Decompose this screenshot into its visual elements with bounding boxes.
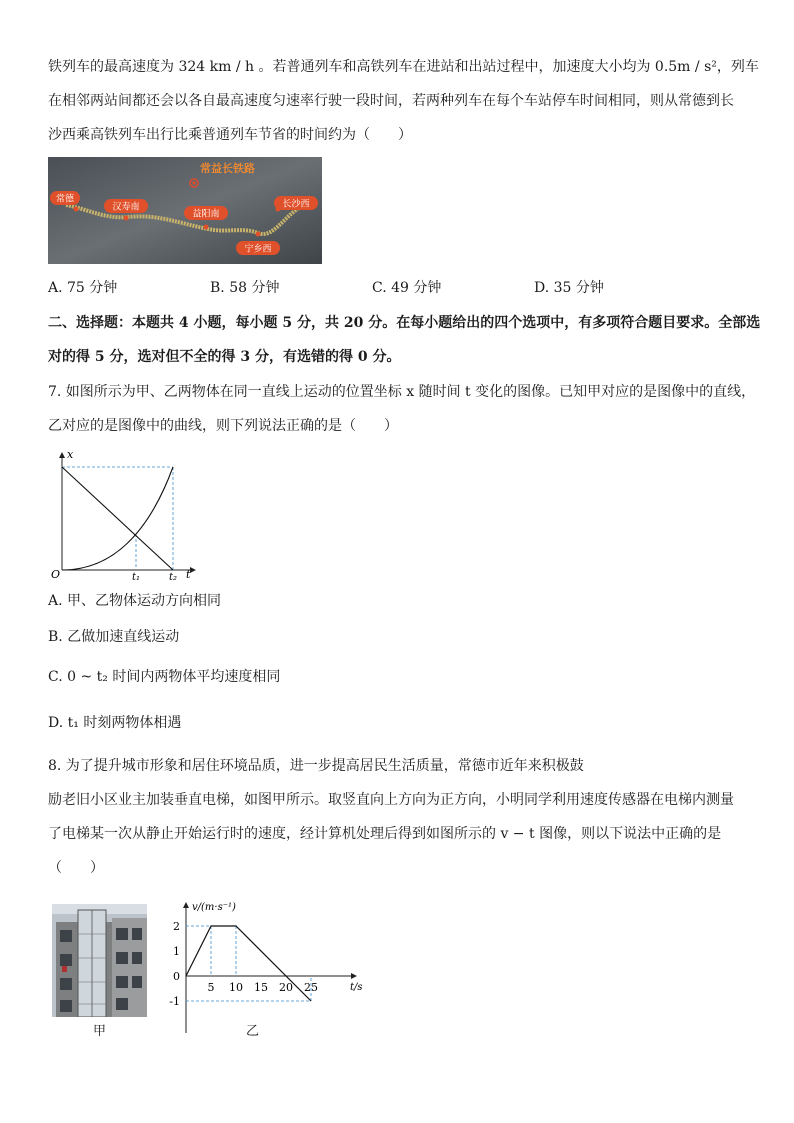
y-tick-label: 1 [173, 945, 180, 958]
station-yiyangnan: 益阳南 [192, 209, 220, 220]
x-tick-label: 15 [254, 981, 268, 994]
station-ningxiangxi: 宁乡西 [244, 244, 272, 255]
q7-line-1: 7. 如图所示为甲、乙两物体在同一直线上运动的位置坐标 x 随时间 t 变化的图像。已知甲对应的是图像中的直线， [48, 384, 756, 400]
q7-option-b[interactable]: B. 乙做加速直线运动 [48, 629, 180, 645]
q6-option-c[interactable]: C. 49 分钟 [372, 280, 442, 296]
q8-line-1: 8. 为了提升城市形象和居住环境品质，进一步提高居民生活质量，常德市近年来积极鼓 [48, 758, 584, 774]
q6-line-1: 铁列车的最高速度为 324 km / h 。若普通列车和高铁列车在进站和出站过程中，加速度大小均为 0.5m / s²，列车 [48, 59, 759, 75]
t1-label: t₁ [132, 572, 141, 583]
graph-caption: 乙 [246, 1024, 260, 1039]
y-tick-label: 2 [173, 920, 180, 933]
photo-caption: 甲 [93, 1024, 107, 1039]
route-title: 常益长铁路 [200, 162, 255, 175]
section2-header-line-1: 二、选择题：本题共 4 小题，每小题 5 分，共 20 分。在每小题给出的四个选项中，有多项符合题目要求。全部选 [48, 315, 761, 331]
q6-line-2: 在相邻两站间都还会以各自最高速度匀速率行驶一段时间，若两种列车在每个车站停车时间相同，则从常德到长 [48, 93, 734, 109]
q8-line-2: 励老旧小区业主加装垂直电梯，如图甲所示。取竖直向上方向为正方向，小明同学利用速度传感器在电梯内测量 [48, 792, 734, 808]
t2-label: t₂ [169, 572, 178, 583]
x-tick-label: 5 [207, 981, 215, 994]
y-tick-label: 0 [173, 970, 180, 983]
station-changshaxi: 长沙西 [282, 199, 310, 210]
x-axis-label: x [67, 448, 74, 461]
q6-option-d[interactable]: D. 35 分钟 [534, 280, 604, 296]
elevator-photo [52, 904, 147, 1017]
q6-option-b[interactable]: B. 58 分钟 [210, 280, 280, 296]
section2-header-line-2: 对的得 5 分，选对但不全的得 3 分，有选错的得 0 分。 [48, 349, 401, 365]
x-tick-label: 10 [229, 981, 243, 994]
station-hanshounan: 汉寿南 [112, 202, 140, 213]
q7-line-2: 乙对应的是图像中的曲线，则下列说法正确的是（ ） [48, 418, 398, 434]
q8-line-3: 了电梯某一次从静止开始运行时的速度，经计算机处理后得到如图所示的 v − t 图像，则以下说法中正确的是 [48, 826, 722, 842]
t-axis-label-vt: t/s [350, 982, 363, 993]
q7-option-d[interactable]: D. t₁ 时刻两物体相遇 [48, 715, 182, 731]
q7-option-a[interactable]: A. 甲、乙物体运动方向相同 [48, 593, 222, 609]
origin-label: O [51, 568, 61, 581]
t-axis-label: t [186, 568, 191, 581]
q6-line-3: 沙西乘高铁列车出行比乘普通列车节省的时间约为（ ） [48, 127, 412, 143]
railway-map [48, 157, 322, 264]
q7-option-c[interactable]: C. 0 ~ t₂ 时间内两物体平均速度相同 [48, 669, 281, 685]
x-t-graph [40, 445, 210, 585]
v-axis-label: v/(m·s⁻¹) [192, 902, 236, 913]
q8-line-4: （ ） [48, 860, 104, 876]
line-jia [62, 467, 173, 570]
q6-option-a[interactable]: A. 75 分钟 [48, 280, 118, 296]
y-tick-label: -1 [169, 995, 180, 1008]
x-tick-label: 25 [304, 981, 318, 994]
station-changde: 常德 [55, 194, 75, 205]
v-t-graph [160, 893, 380, 1038]
x-tick-label: 20 [279, 981, 293, 994]
